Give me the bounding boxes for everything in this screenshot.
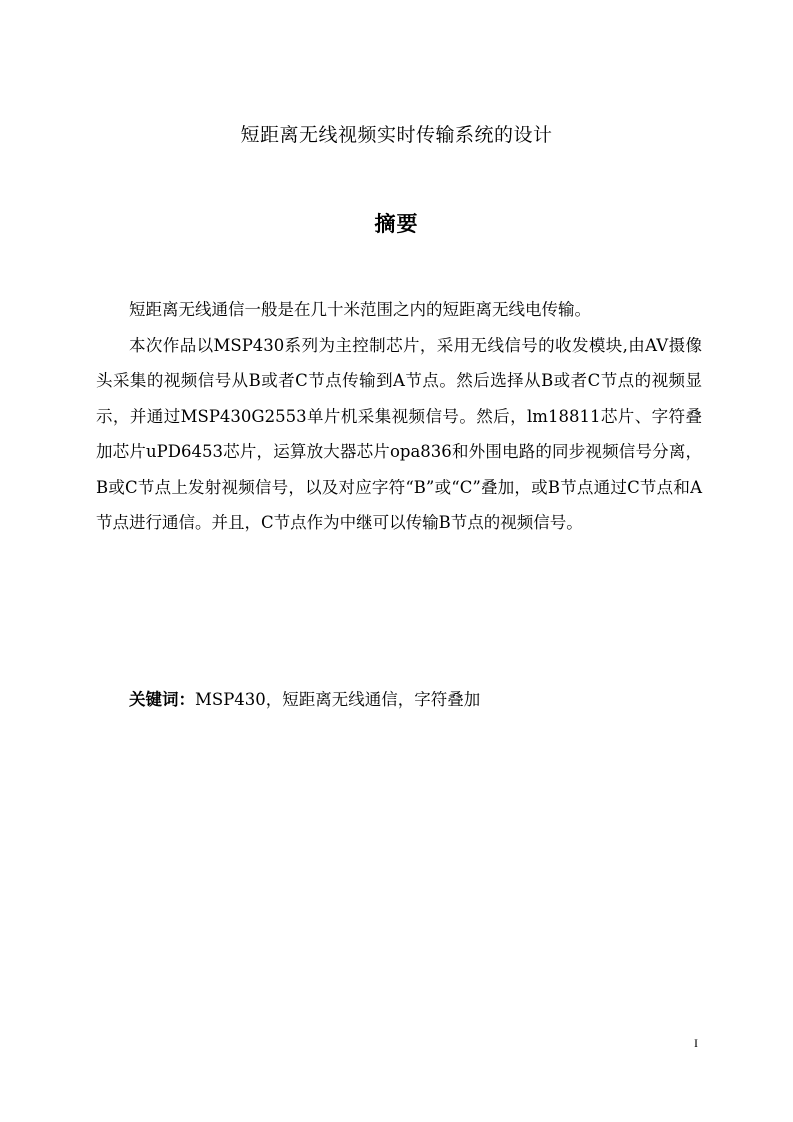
page-number: I bbox=[694, 1036, 698, 1050]
document-title: 短距离无线视频实时传输系统的设计 bbox=[240, 124, 553, 146]
abstract-paragraph: 短距离无线通信一般是在几十米范围之内的短距离无线电传输。 bbox=[129, 300, 591, 319]
keywords-text: MSP430，短距离无线通信，字符叠加 bbox=[195, 690, 481, 709]
abstract-heading: 摘要 bbox=[374, 212, 419, 236]
keywords-label: 关键词： bbox=[129, 690, 195, 709]
abstract-paragraph: 本次作品以MSP430系列为主控制芯片，采用无线信号的收发模块,由AV摄像头采集的视频信号从B或者C节点传输到A节点。然后选择从B或者C节点的视频显示，并通过MSP430G2553单片机采集视频信号。然后，lm18811芯片、字符叠加芯片uPD6453芯片，运算放大器芯片opa836和外围电路的同步视频信号分离，B或C节点上发射视频信号，以及对应字符“B”或“C”叠加，或B节点通过C节点和A节点进行通信。并且，C节点作为中继可以传输B节点的视频信号。 bbox=[96, 335, 702, 532]
abstract-body bbox=[96, 292, 702, 541]
keywords-line bbox=[96, 686, 702, 714]
